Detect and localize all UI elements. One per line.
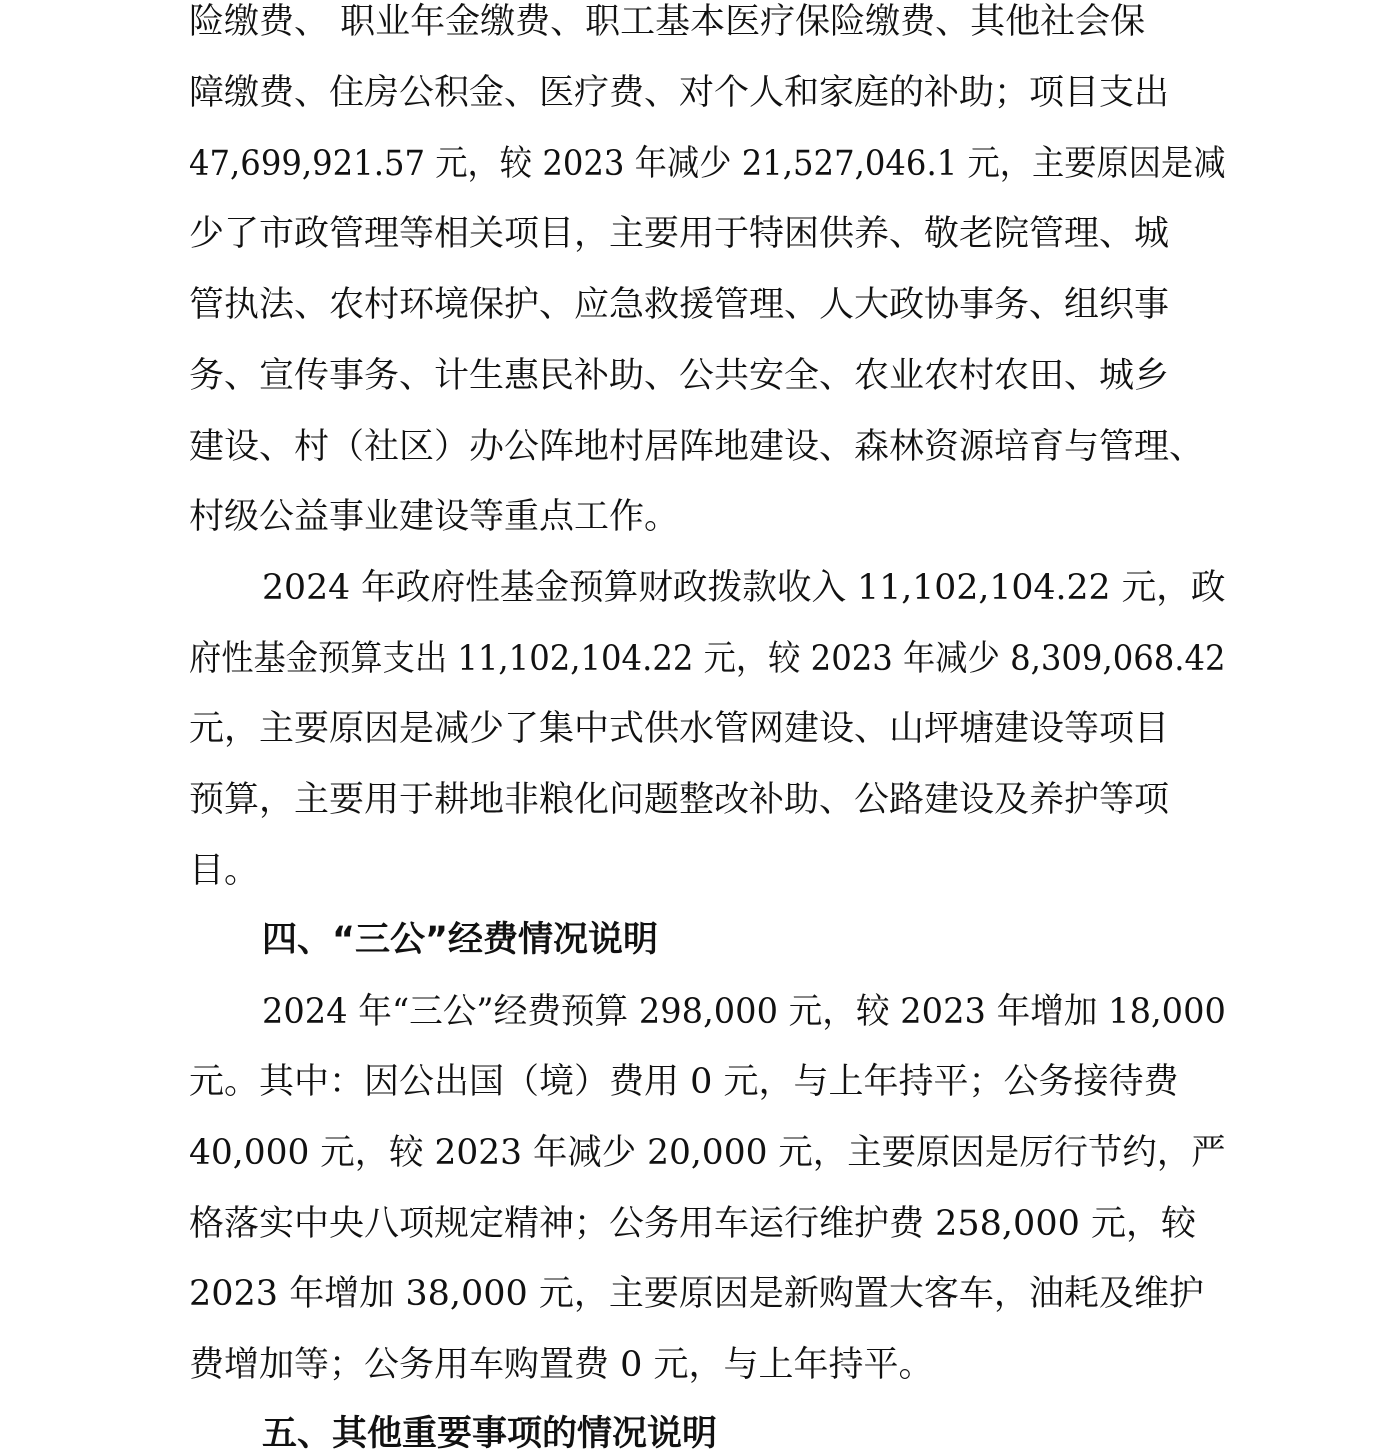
paragraph-1-line-7: 建设、村（社区）办公阵地村居阵地建设、森林资源培育与管理、 [189,427,1205,467]
paragraph-3-line-1: 2024 年“三公”经费预算 298,000 元，较 2023 年增加 18,000 [262,992,1226,1032]
paragraph-2-line-3: 元，主要原因是减少了集中式供水管网建设、山坪塘建设等项目 [189,709,1170,749]
paragraph-2-line-4: 预算，主要用于耕地非粮化问题整改补助、公路建设及养护等项 [189,780,1170,820]
paragraph-3-line-4: 格落实中央八项规定精神；公务用车运行维护费 258,000 元，较 [189,1204,1196,1244]
paragraph-1-line-6: 务、宣传事务、计生惠民补助、公共安全、农业农村农田、城乡 [189,356,1170,396]
paragraph-2-line-1: 2024 年政府性基金预算财政拨款收入 11,102,104.22 元，政 [262,568,1226,608]
paragraph-1-line-5: 管执法、农村环境保护、应急救援管理、人大政协事务、组织事 [189,285,1170,325]
paragraph-3-line-2: 元。其中：因公出国（境）费用 0 元，与上年持平；公务接待费 [189,1062,1179,1102]
paragraph-2-line-2: 府性基金预算支出 11,102,104.22 元，较 2023 年减少 8,309,068.42 [189,639,1226,679]
section-heading-5: 五、其他重要事项的情况说明 [262,1414,718,1454]
paragraph-3-line-5: 2023 年增加 38,000 元，主要原因是新购置大客车，油耗及维护 [189,1274,1204,1314]
paragraph-1-line-3: 47,699,921.57 元，较 2023 年减少 21,527,046.1 元，主要原因是减 [189,144,1226,184]
paragraph-1-line-1: 险缴费、 职业年金缴费、职工基本医疗保险缴费、其他社会保 [189,2,1146,42]
paragraph-2-line-5: 目。 [189,851,260,891]
paragraph-3-line-3: 40,000 元，较 2023 年减少 20,000 元，主要原因是厉行节约，严 [189,1133,1226,1173]
section-heading-4: 四、“三公”经费情况说明 [262,920,659,960]
paragraph-1-line-2: 障缴费、住房公积金、医疗费、对个人和家庭的补助；项目支出 [189,73,1170,113]
paragraph-1-line-4: 少了市政管理等相关项目，主要用于特困供养、敬老院管理、城 [189,214,1170,254]
paragraph-1-line-8: 村级公益事业建设等重点工作。 [189,497,680,537]
paragraph-3-line-6: 费增加等；公务用车购置费 0 元，与上年持平。 [189,1345,934,1385]
